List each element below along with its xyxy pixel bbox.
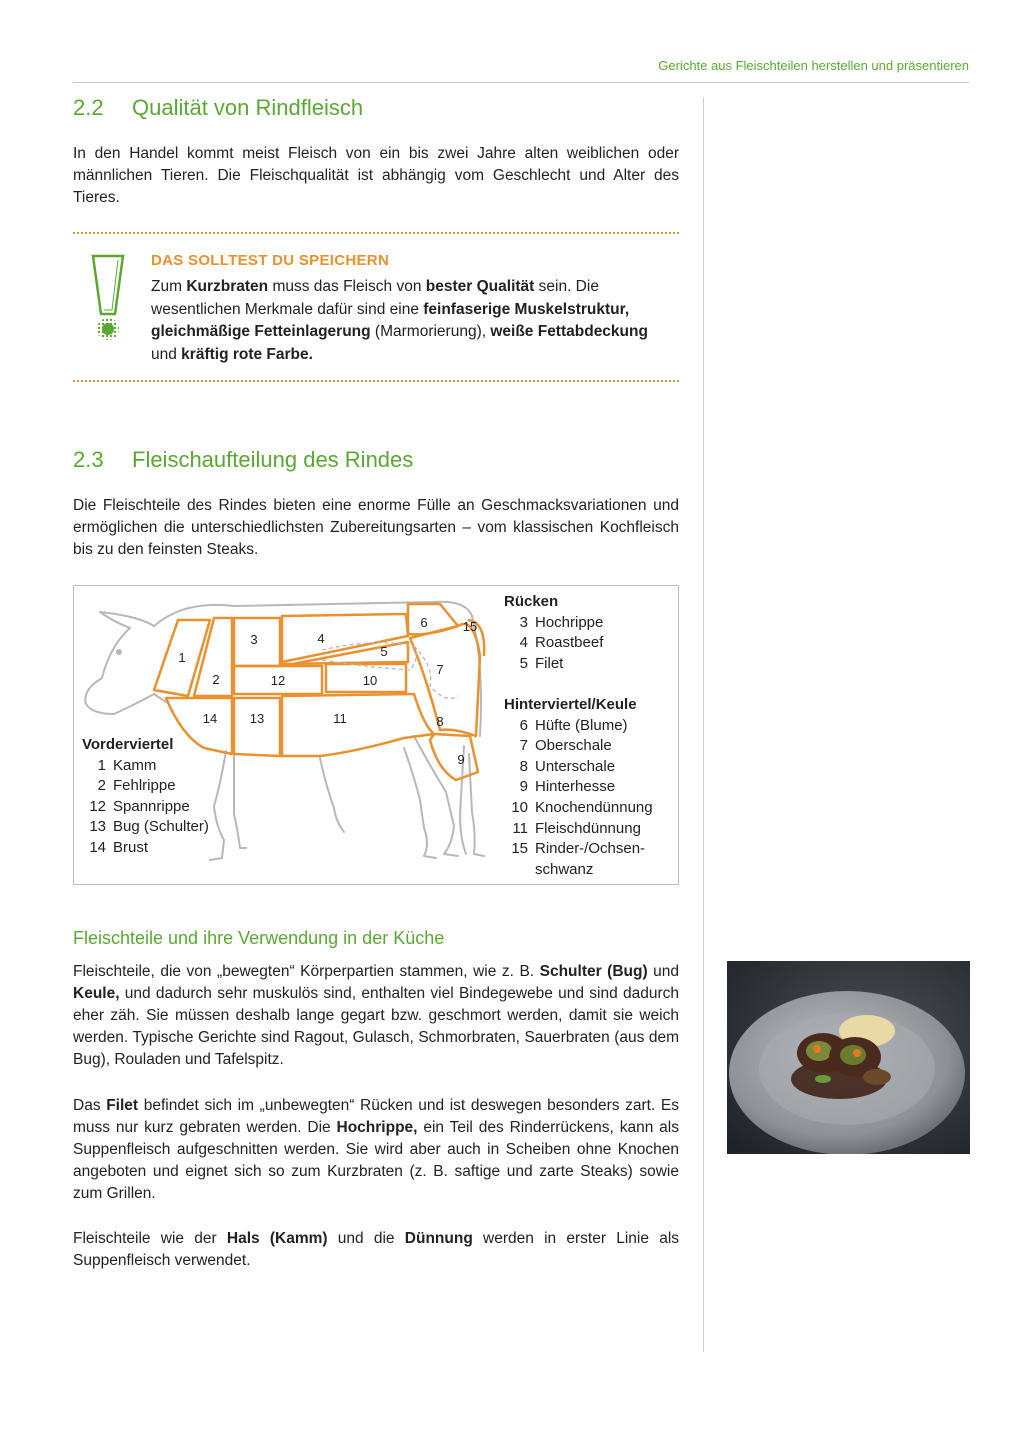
- legend-item: 3 Hochrippe: [519, 613, 604, 631]
- beef-cuts-diagram: [73, 585, 679, 885]
- legend-item: 13 Bug (Schulter): [89, 818, 209, 836]
- cut-number: 15: [462, 619, 478, 634]
- legend-item: 12 Spannrippe: [89, 797, 190, 815]
- cut-number: 3: [250, 632, 258, 647]
- legend-item: 10 Knochendünnung: [511, 798, 653, 816]
- quality-paragraph: In den Handel kommt meist Fleisch von ein bis zwei Jahre alten weiblichen oder männlichen Tieren. Die Fleischqualität ist abhängig vom Geschlecht und Alter des Tieres.: [73, 145, 679, 206]
- cut-number: 13: [249, 711, 265, 726]
- legend-item: 1 Kamm: [97, 756, 157, 774]
- legend-vorderviertel: [82, 735, 209, 859]
- cut-number: 11: [333, 711, 347, 726]
- legend-item: 4 Roastbeef: [519, 634, 604, 652]
- cut-number: 8: [436, 714, 444, 729]
- tip-box: [73, 232, 679, 382]
- section-number: 2.2: [73, 95, 104, 120]
- cut-number: 12: [270, 673, 286, 688]
- legend-title: Hinterviertel/Keule: [504, 696, 637, 713]
- section-2-3-heading: [73, 447, 679, 473]
- legend-item: 6 Hüfte (Blume): [519, 716, 628, 734]
- legend-ruecken: [504, 592, 603, 674]
- cut-number: 6: [420, 615, 428, 630]
- legend-item: 2 Fehlrippe: [97, 777, 176, 795]
- usage-paragraph-1: Fleischteile, die von „bewegten“ Körperpartien stammen, wie z. B. Schulter (Bug) und Keule, und dadurch sehr muskulös sind, enthalten viel Bindegewebe und sind dadurch eher zäh. Sie müssen deshalb lange gegart bzw. geschmort werden, damit sie weich werden. Typische Gerichte sind Ragout, Gulasch, Schmorbraten, Sauerbraten (aus dem Bug), Rouladen und Tafelspitz.: [73, 963, 679, 1068]
- cut-number: 4: [317, 631, 325, 646]
- legend-item: 14 Brust: [89, 838, 149, 856]
- cut-number: 9: [457, 752, 465, 767]
- tip-title: DAS SOLLTEST DU SPEICHERN: [151, 252, 390, 269]
- cow-eye: [116, 649, 122, 655]
- column-divider: [703, 97, 704, 1352]
- running-header: Gerichte aus Fleischteilen herstellen und präsentieren: [658, 58, 969, 73]
- legend-item: 8 Unterschale: [519, 757, 616, 775]
- legend-hinterviertel: [504, 695, 653, 880]
- legend-item: 9 Hinterhesse: [519, 778, 616, 796]
- section-title: Qualität von Rindfleisch: [132, 95, 364, 120]
- plate-image: [727, 961, 970, 1154]
- legend-title: Rücken: [504, 593, 559, 610]
- rouladen-photo: [727, 961, 970, 1154]
- exclamation-icon: [85, 250, 131, 346]
- cut-number: 5: [380, 644, 388, 659]
- section-2-2-heading: [73, 95, 679, 121]
- subsection-heading: Fleischteile und ihre Verwendung in der Küche: [73, 928, 445, 948]
- header-rule: [73, 82, 969, 83]
- legend-item: 7 Oberschale: [519, 737, 612, 755]
- cut-number: 2: [212, 672, 220, 687]
- tip-text: Zum Kurzbraten muss das Fleisch von bester Qualität sein. Die wesentlichen Merkmale dafür sind eine feinfaserige Muskelstruktur, gleichmäßige Fetteinlagerung (Marmorierung), weiße Fettabdeckung und kräftig rote Farbe.: [151, 278, 648, 363]
- section-title: Fleischaufteilung des Rindes: [132, 447, 414, 472]
- cut-number: 10: [362, 673, 378, 688]
- legend-title: Vorderviertel: [82, 736, 174, 753]
- section-number: 2.3: [73, 447, 104, 472]
- usage-paragraph-2: Das Filet befindet sich im „unbewegten“ Rücken und ist deswegen besonders zart. Es muss nur kurz gebraten werden. Die Hochrippe, ein Teil des Rinderrückens, kann als Suppenfleisch aufgeschnitten werden. Sie wird aber auch in Scheiben ohne Knochen angeboten und eignet sich so zum Kurzbraten (z. B. saftige und zarte Steaks) sowie zum Grillen.: [73, 1097, 680, 1202]
- legend-item: 11 Fleischdünnung: [512, 819, 641, 837]
- legend-item: 5 Filet: [519, 654, 564, 672]
- legend-item: 15 Rinder-/Ochsen- schwanz: [511, 840, 646, 878]
- cut-number: 14: [202, 711, 218, 726]
- cut-number: 1: [178, 650, 186, 665]
- cut-number: 7: [436, 662, 444, 677]
- usage-paragraph-3: Fleischteile wie der Hals (Kamm) und die Dünnung werden in erster Linie als Suppenfleisch verwendet.: [73, 1230, 680, 1269]
- cuts-paragraph: Die Fleischteile des Rindes bieten eine enorme Fülle an Geschmacksvariationen und ermöglichen die unterschiedlichsten Zubereitungsarten – vom klassischen Kochfleisch bis zu den feinsten Steaks.: [73, 497, 679, 558]
